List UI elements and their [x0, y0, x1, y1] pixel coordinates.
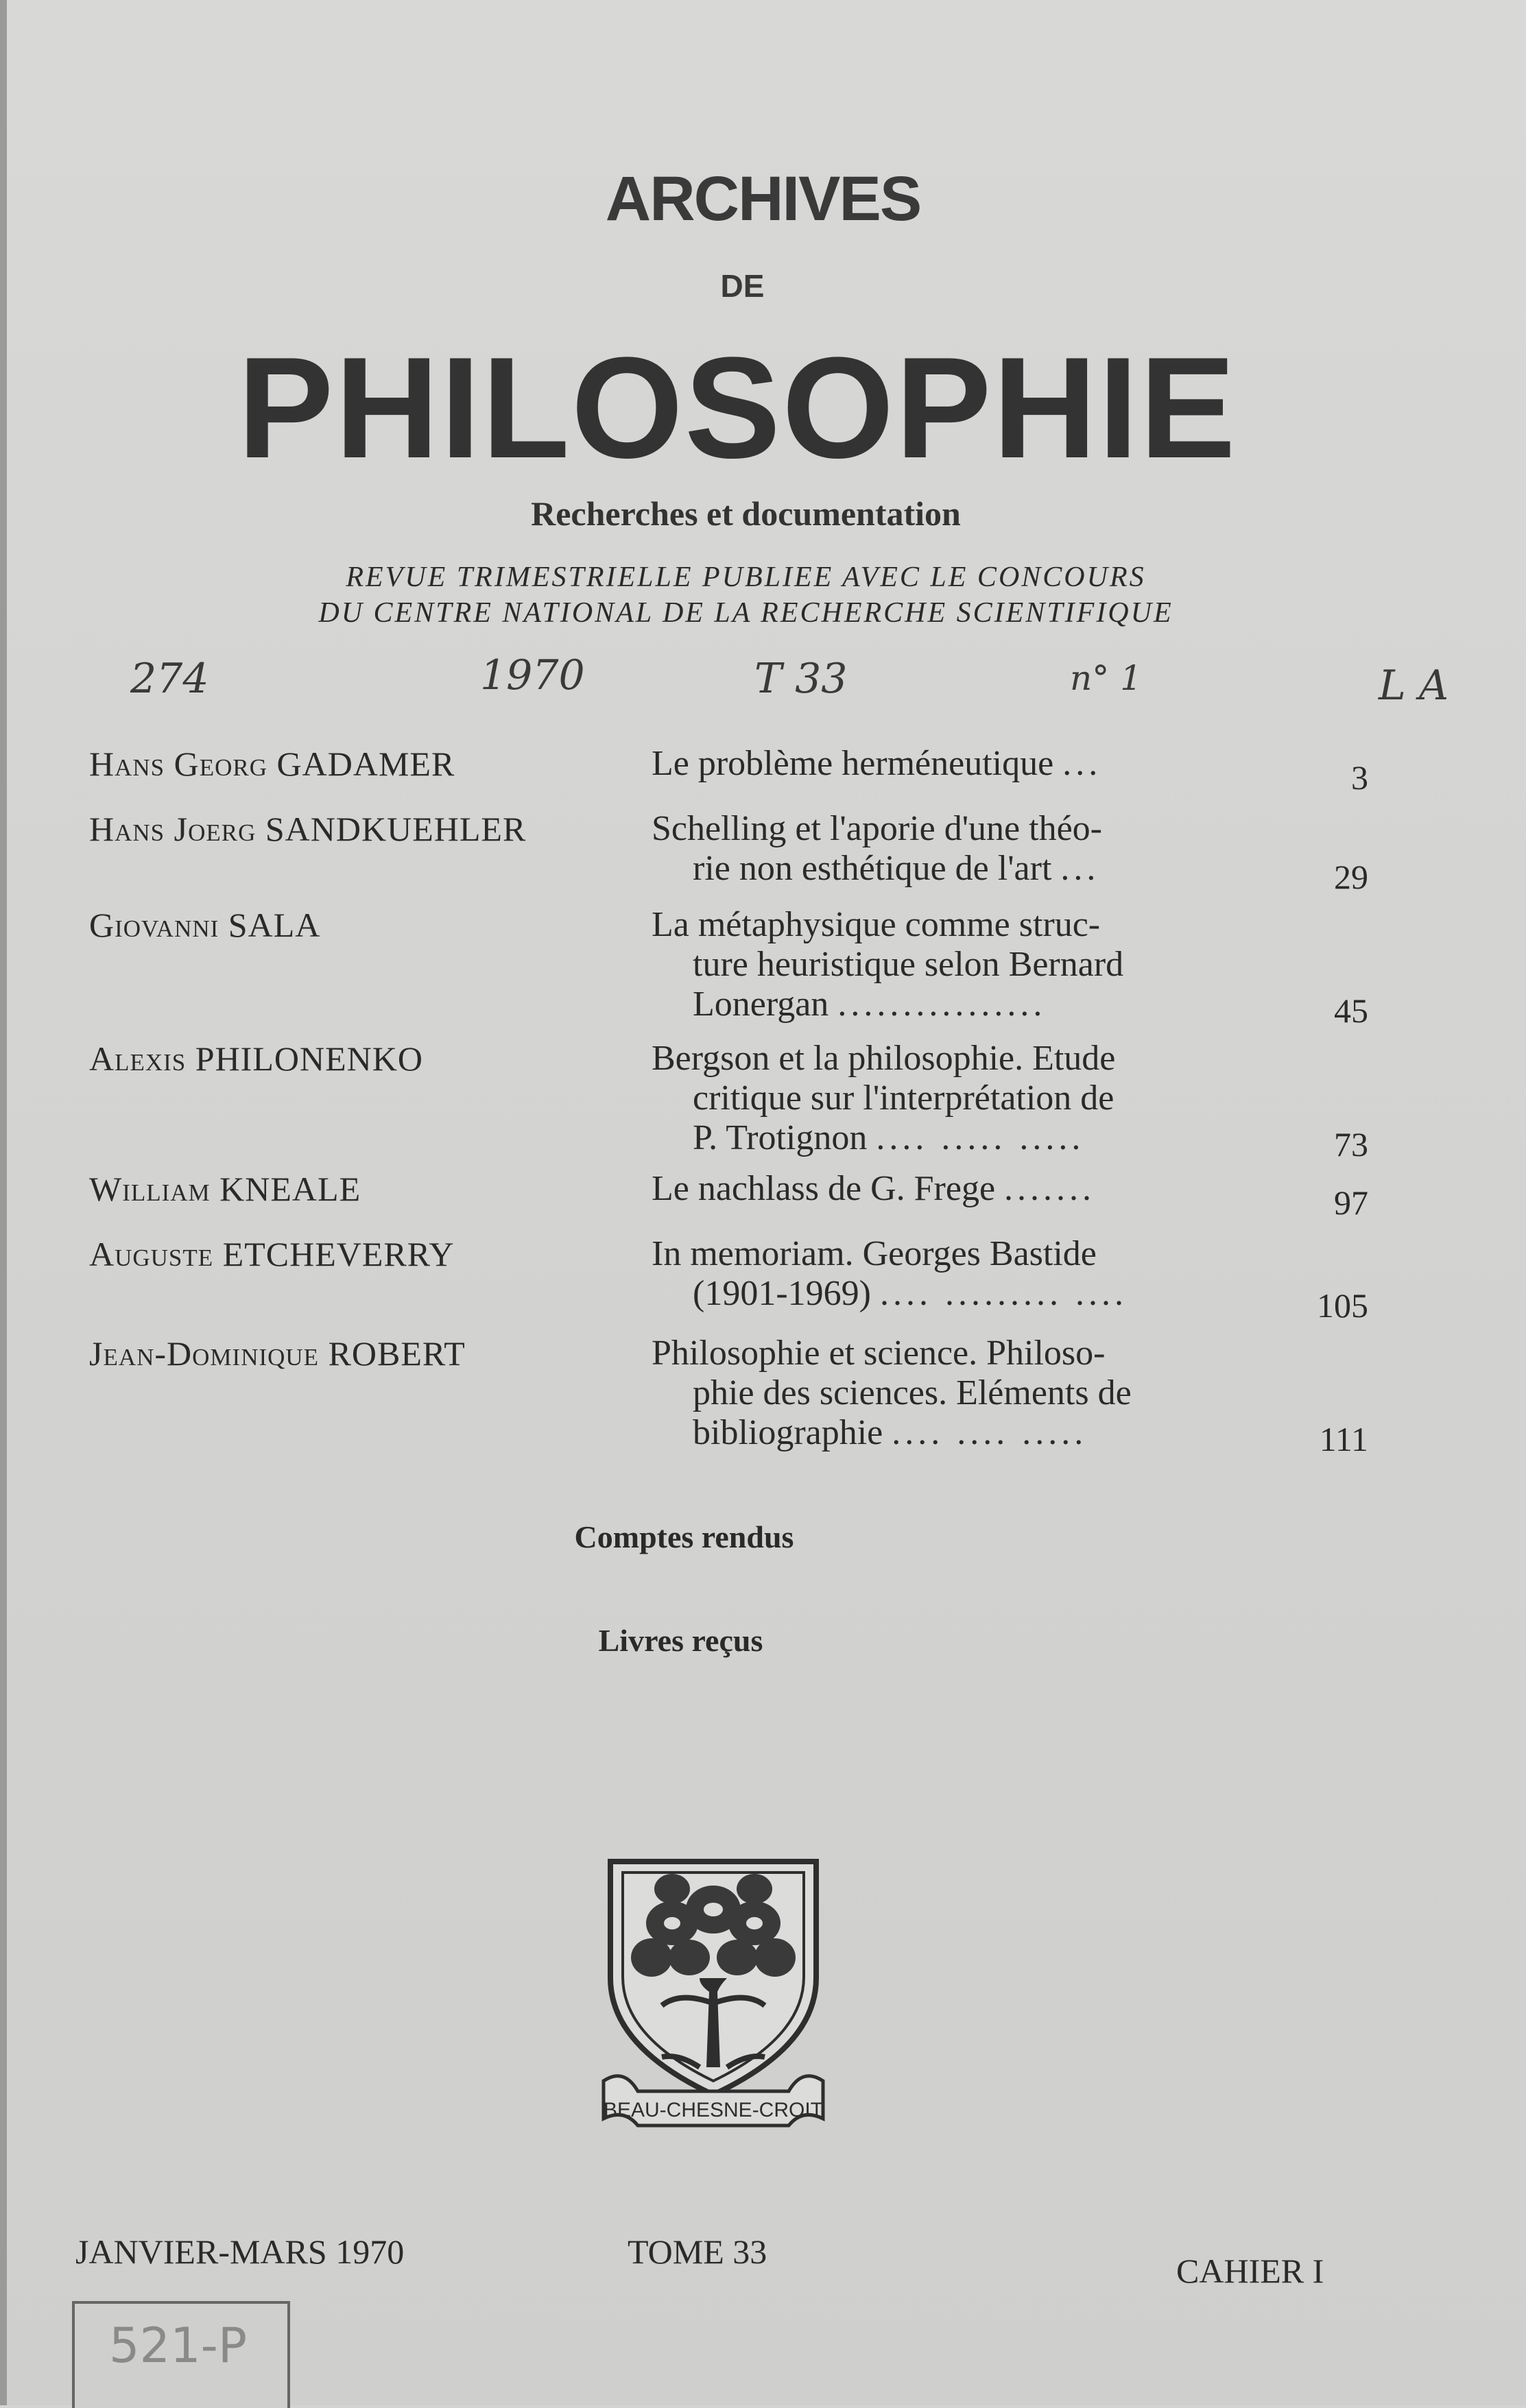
- toc-title: [652, 1334, 1269, 1453]
- leader-dots: .......: [1004, 1169, 1096, 1208]
- toc-title: [652, 1169, 1269, 1209]
- title-philosophie: PHILOSOPHIE: [237, 327, 1237, 488]
- author-first: Giovanni: [89, 906, 219, 944]
- footer-cahier: CAHIER I: [1176, 2252, 1324, 2290]
- toc-title: [652, 1234, 1269, 1314]
- revue-line-2: DU CENTRE NATIONAL DE LA RECHERCHE SCIENTIFIQUE: [318, 597, 1173, 629]
- emblem-oak-tree-shield: [597, 1848, 830, 2136]
- toc-author: [89, 1234, 454, 1274]
- toc-title: [652, 744, 1269, 784]
- title-line: (1901-1969): [693, 1274, 871, 1313]
- toc-page: 45: [1334, 991, 1368, 1030]
- author-last: PHILONENKO: [195, 1039, 423, 1078]
- title-line: Lonergan: [693, 985, 829, 1024]
- author-last: GADAMER: [276, 745, 455, 783]
- author-last: ROBERT: [328, 1334, 466, 1373]
- title-line: La métaphysique comme struc-: [652, 905, 1101, 944]
- author-last: SALA: [228, 906, 321, 944]
- revue-line-1: REVUE TRIMESTRIELLE PUBLIEE AVEC LE CONCOURS: [346, 562, 1146, 593]
- author-last: SANDKUEHLER: [265, 810, 527, 848]
- title-de: DE: [720, 268, 765, 304]
- toc-author: [89, 1039, 423, 1079]
- leader-dots: ...: [1062, 744, 1102, 783]
- title-line: Philosophie et science. Philoso-: [652, 1334, 1106, 1373]
- toc-page: 73: [1334, 1125, 1368, 1164]
- title-line: P. Trotignon: [693, 1118, 868, 1157]
- author-first: Auguste: [89, 1235, 214, 1273]
- toc-page: 97: [1334, 1183, 1368, 1222]
- title-archives: ARCHIVES: [605, 164, 921, 234]
- title-line: Bergson et la philosophie. Etude: [652, 1039, 1116, 1078]
- author-first: William: [89, 1170, 211, 1208]
- toc-author: [89, 1334, 466, 1373]
- title-line: Le problème herméneutique: [652, 744, 1054, 783]
- section-comptes-rendus: Comptes rendus: [574, 1519, 794, 1554]
- title-line: Le nachlass de G. Frege: [652, 1169, 996, 1208]
- author-first: Jean-Dominique: [89, 1334, 320, 1373]
- section-livres-recus: Livres reçus: [598, 1623, 763, 1658]
- handwritten-issue: n° 1: [1070, 658, 1142, 698]
- footer-date: JANVIER-MARS 1970: [75, 2232, 405, 2271]
- toc-author: [89, 809, 526, 849]
- author-last: ETCHEVERRY: [222, 1235, 455, 1273]
- leader-dots: .... .... .....: [892, 1413, 1088, 1452]
- title-line: In memoriam. Georges Bastide: [652, 1234, 1097, 1273]
- stamp-code: 521-P: [109, 2317, 248, 2374]
- title-line: ture heuristique selon Bernard: [693, 945, 1124, 984]
- footer-tome: TOME 33: [628, 2232, 767, 2271]
- title-line: rie non esthétique de l'art: [693, 849, 1052, 888]
- toc-title: [652, 905, 1269, 1024]
- leader-dots: .... ..... .....: [876, 1118, 1085, 1157]
- toc-author: [89, 744, 455, 784]
- emblem-motto: BEAU-CHESNE-CROIT: [603, 2099, 824, 2121]
- toc-author: [89, 1169, 361, 1209]
- toc-title: [652, 1039, 1269, 1158]
- page-edge: [0, 0, 7, 2405]
- author-last: KNEALE: [219, 1170, 361, 1208]
- subtitle: Recherches et documentation: [531, 494, 961, 533]
- author-first: Hans Joerg: [89, 810, 257, 848]
- toc-page: 3: [1351, 758, 1368, 797]
- author-first: Hans Georg: [89, 745, 268, 783]
- toc-page: 105: [1317, 1286, 1368, 1325]
- handwritten-year: 1970: [480, 651, 585, 699]
- handwritten-number: 274: [130, 655, 209, 703]
- title-line: phie des sciences. Eléments de: [693, 1373, 1132, 1412]
- leader-dots: ...: [1060, 849, 1100, 888]
- leader-dots: ................: [837, 985, 1047, 1024]
- toc-title: [652, 809, 1269, 889]
- handwritten-initials: L A: [1379, 662, 1449, 710]
- toc-page: 111: [1319, 1420, 1368, 1458]
- library-stamp: [72, 2301, 290, 2408]
- toc-author: [89, 905, 320, 945]
- title-line: bibliographie: [693, 1413, 883, 1452]
- handwritten-tome: T 33: [754, 655, 848, 703]
- toc-page: 29: [1334, 858, 1368, 896]
- leader-dots: .... ......... ....: [879, 1274, 1128, 1313]
- title-line: Schelling et l'aporie d'une théo-: [652, 809, 1102, 848]
- title-line: critique sur l'interprétation de: [693, 1079, 1114, 1118]
- author-first: Alexis: [89, 1039, 187, 1078]
